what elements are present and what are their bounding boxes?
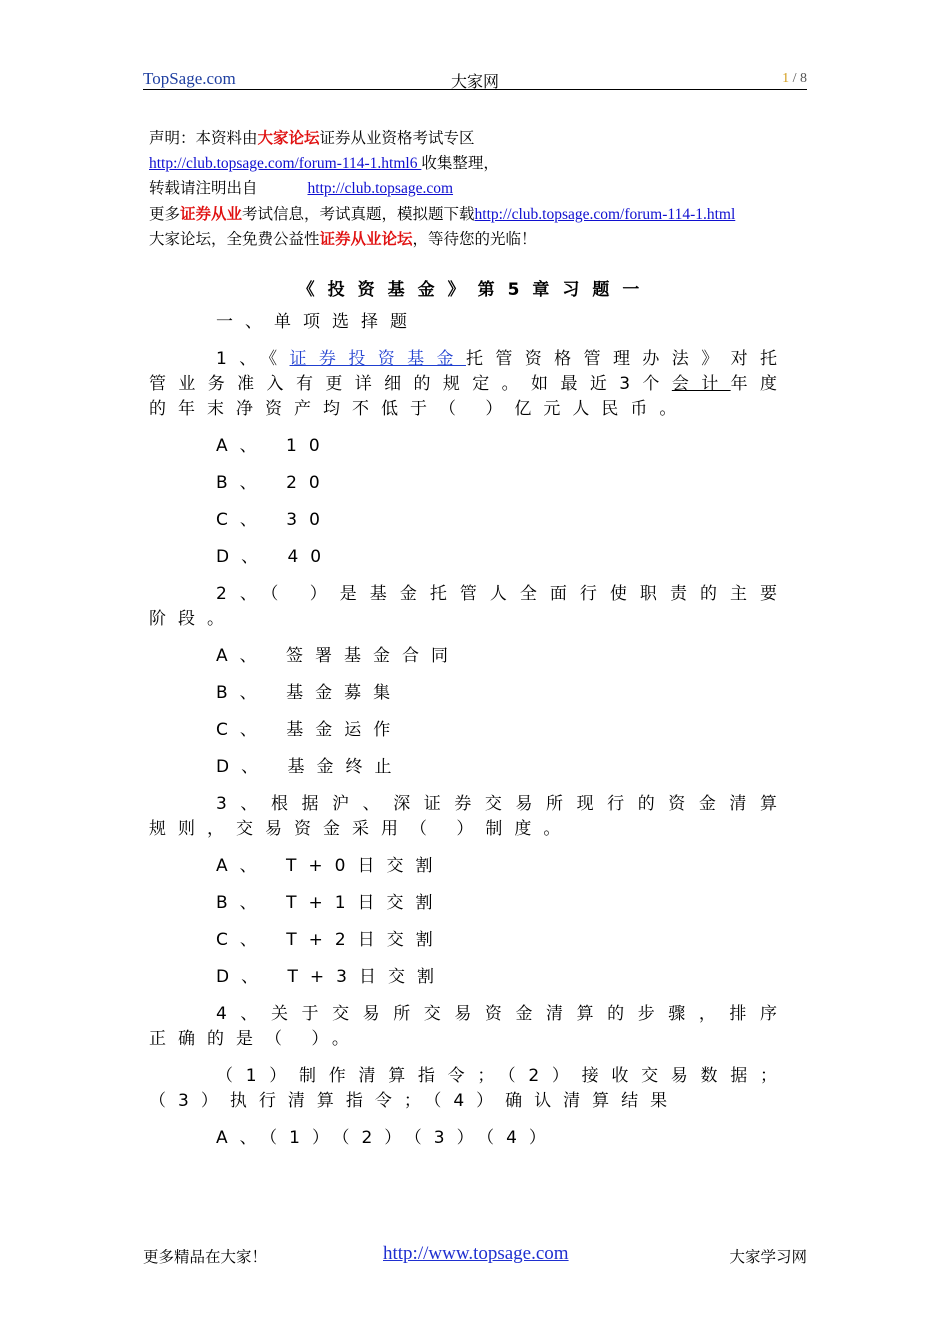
accounting-underline: 会计 bbox=[671, 374, 731, 394]
question-3: 3、根据沪、深证券交易所现行的资金清算规则，交易资金采用（ ）制度。 bbox=[149, 794, 789, 839]
question-2: 2、（ ）是基金托管人全面行使职责的主要阶段。 bbox=[149, 584, 789, 629]
q4-option-a: A、（1）（2）（3）（4） bbox=[216, 1128, 558, 1148]
club-link[interactable]: http://club.topsage.com bbox=[307, 180, 454, 197]
page-footer bbox=[143, 1243, 807, 1267]
footer-link[interactable]: http://www.topsage.com bbox=[383, 1243, 569, 1264]
footer-right: 大家学习网 bbox=[729, 1249, 807, 1266]
forum-link[interactable]: http://club.topsage.com/forum-114-1.html6 bbox=[149, 154, 422, 172]
q2-option-c: C、 基金运作 bbox=[216, 720, 403, 740]
forum-name-highlight: 大家论坛 bbox=[257, 128, 320, 147]
question-4-steps: （1）制作清算指令；（2）接收交易数据；（3）执行清算指令；（4）确认清算结果 bbox=[149, 1066, 789, 1111]
q3-option-a: A、 T+0日交割 bbox=[216, 856, 445, 876]
fund-link[interactable]: 证券投资基金 bbox=[289, 349, 466, 369]
notice-line-5: 大家论坛，全免费公益性证券从业论坛，等待您的光临！ bbox=[149, 229, 537, 248]
page-total: 8 bbox=[800, 71, 807, 86]
q3-option-b: B、 T+1日交割 bbox=[216, 893, 445, 913]
header-site-name[interactable]: TopSage.com bbox=[143, 69, 236, 88]
exam-highlight: 证券从业 bbox=[180, 203, 243, 223]
q2-option-a: A、 签署基金合同 bbox=[216, 646, 461, 666]
download-link[interactable]: http://club.topsage.com/forum-114-1.html bbox=[474, 205, 736, 223]
question-1: 1、《证券投资基金托管资格管理办法》对托管业务准入有更详细的规定。如最近3个会计年度的年末净资产均不低于（ ）亿元人民币。 bbox=[149, 349, 790, 419]
q2-option-d: D、 基金终止 bbox=[216, 757, 404, 777]
exercise-body bbox=[149, 310, 789, 1163]
notice-line-1: 声明：本资料由大家论坛证券从业资格考试专区 bbox=[149, 128, 475, 147]
page-indicator bbox=[782, 71, 807, 87]
q1-option-b: B、 20 bbox=[216, 473, 332, 493]
notice-line-3: 转载请注明出自 http://club.topsage.com bbox=[149, 179, 454, 197]
page-current: 1 bbox=[782, 71, 790, 86]
q2-option-b: B、 基金募集 bbox=[216, 683, 403, 703]
notice-block bbox=[149, 126, 735, 252]
question-4: 4、关于交易所交易资金清算的步骤，排序正确的是（ ）。 bbox=[149, 1004, 789, 1049]
document-title: 《投资基金》第5章习题一 bbox=[297, 280, 653, 300]
q1-option-d: D、 40 bbox=[216, 547, 334, 567]
page-header bbox=[143, 68, 807, 90]
q3-option-d: D、 T+3日交割 bbox=[216, 967, 446, 987]
section-heading: 一、单项选择题 bbox=[216, 312, 419, 332]
footer-left: 更多精品在大家！ bbox=[143, 1249, 268, 1266]
header-center-title: 大家网 bbox=[451, 74, 500, 91]
notice-line-2: http://club.topsage.com/forum-114-1.html6 收集整理， bbox=[149, 153, 499, 172]
q3-option-c: C、 T+2日交割 bbox=[216, 930, 445, 950]
forum-highlight: 证券从业论坛 bbox=[319, 229, 413, 248]
page-separator: / bbox=[789, 71, 800, 86]
q1-option-c: C、 30 bbox=[216, 510, 332, 530]
q1-option-a: A、 10 bbox=[216, 436, 332, 456]
notice-line-4: 更多证券从业考试信息，考试真题，模拟题下载http://club.topsage.com/forum-114-1.html bbox=[149, 203, 736, 223]
